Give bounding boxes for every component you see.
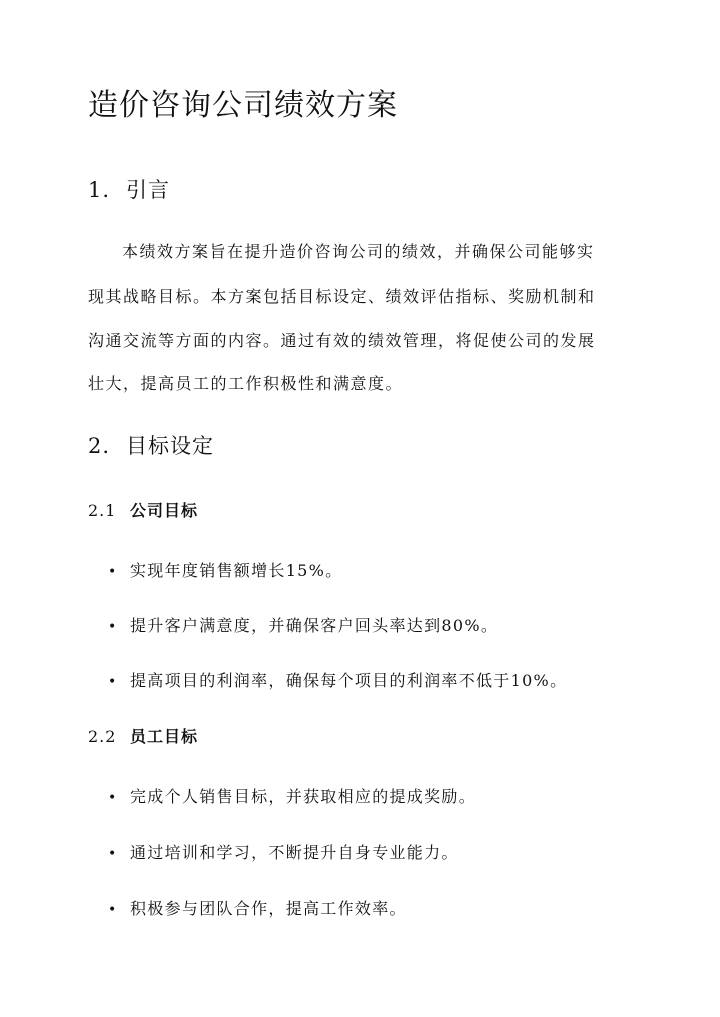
subsection-heading-company-goals xyxy=(88,499,198,523)
bullet-icon: • xyxy=(108,902,118,918)
paragraph-line: 现其战略目标。本方案包括目标设定、绩效评估指标、奖励机制和 xyxy=(88,287,596,306)
paragraph-line: 沟通交流等方面的内容。通过有效的绩效管理，将促使公司的发展 xyxy=(88,331,596,350)
list-item-text: 提高项目的利润率，确保每个项目的利润率不低于10%。 xyxy=(130,671,568,690)
list-item xyxy=(108,786,476,809)
list-item xyxy=(108,615,498,638)
paragraph-line: 本绩效方案旨在提升造价咨询公司的绩效，并确保公司能够实 xyxy=(122,242,595,261)
list-item-text: 通过培训和学习，不断提升自身专业能力。 xyxy=(130,843,459,862)
bullet-icon: • xyxy=(108,790,118,806)
bullet-icon: • xyxy=(108,619,118,635)
list-item xyxy=(108,670,567,693)
list-item-text: 提升客户满意度，并确保客户回头率达到80%。 xyxy=(130,616,499,635)
subsection-title: 员工目标 xyxy=(130,727,199,746)
section-heading-intro xyxy=(88,176,170,204)
section-title: 目标设定 xyxy=(126,434,214,458)
document-title: 造价咨询公司绩效方案 xyxy=(88,88,398,123)
bullet-icon: • xyxy=(108,846,118,862)
section-heading-goals xyxy=(88,432,214,460)
subsection-number: 2.1 xyxy=(88,501,117,520)
bullet-icon: • xyxy=(108,674,118,690)
subsection-title: 公司目标 xyxy=(130,501,199,520)
list-item xyxy=(108,898,407,921)
bullet-icon: • xyxy=(108,564,118,580)
subsection-number: 2.2 xyxy=(88,727,117,746)
subsection-heading-employee-goals xyxy=(88,725,198,749)
section-number: 1. xyxy=(88,178,111,202)
section-number: 2. xyxy=(88,434,111,458)
section-title: 引言 xyxy=(126,178,170,202)
list-item xyxy=(108,842,459,865)
list-item-text: 积极参与团队合作，提高工作效率。 xyxy=(130,899,407,918)
list-item-text: 实现年度销售额增长15%。 xyxy=(130,561,343,580)
paragraph-line: 壮大，提高员工的工作积极性和满意度。 xyxy=(88,374,404,393)
list-item-text: 完成个人销售目标，并获取相应的提成奖励。 xyxy=(130,787,477,806)
list-item xyxy=(108,560,342,583)
